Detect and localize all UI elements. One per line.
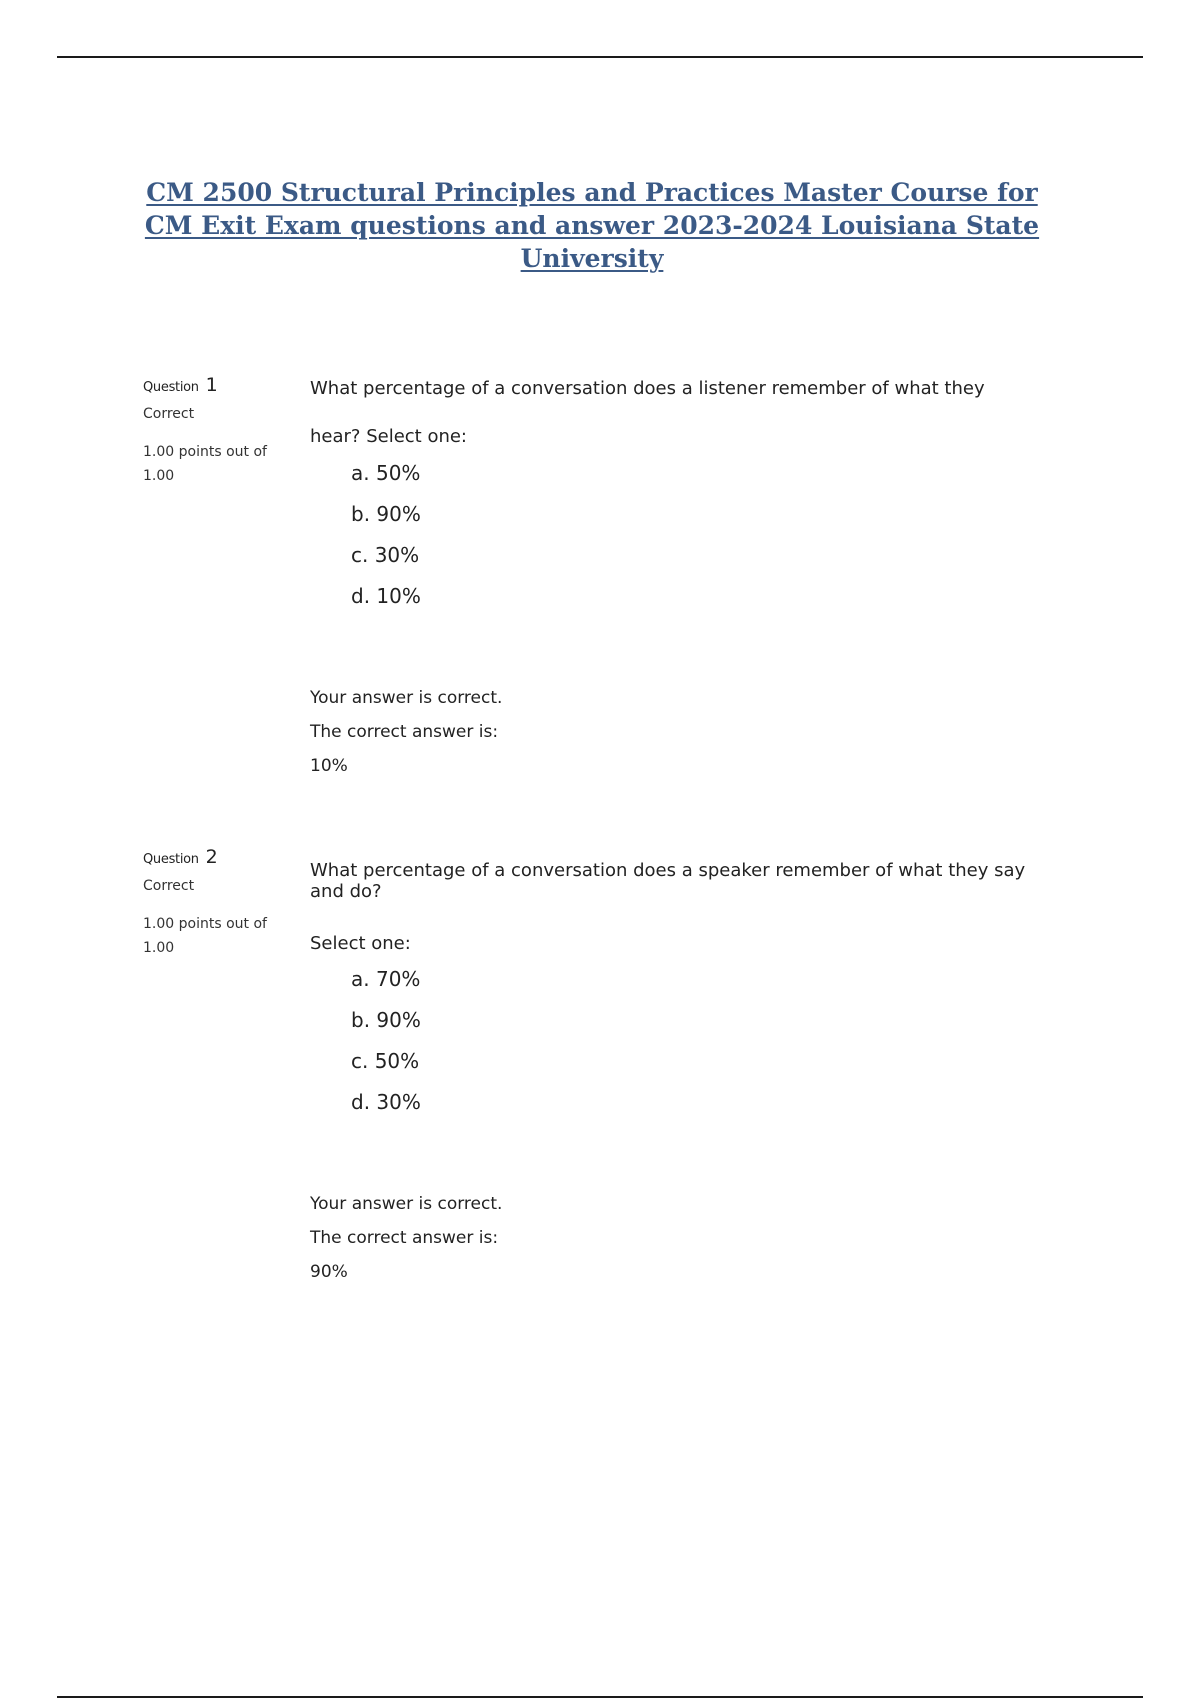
- question-state: Correct: [143, 406, 195, 422]
- feedback-text: Your answer is correct.: [310, 1194, 503, 1214]
- correct-answer-value: 90%: [310, 1262, 348, 1282]
- answer-option[interactable]: b. 90%: [351, 1008, 421, 1032]
- question-info: [143, 846, 278, 960]
- bottom-rule: [57, 1696, 1143, 1698]
- answer-option[interactable]: a. 50%: [351, 461, 421, 485]
- answer-option[interactable]: c. 30%: [351, 543, 420, 567]
- question-text: [310, 860, 1050, 954]
- top-rule: [57, 56, 1143, 58]
- question-feedback: [310, 1194, 502, 1296]
- question-heading: [143, 374, 278, 396]
- correct-answer-value: 10%: [310, 756, 348, 776]
- document-title: CM 2500 Structural Principles and Practices Master Course for CM Exit Exam questions and answer 2023-2024 Louisiana State University: [144, 178, 1040, 273]
- feedback-text: Your answer is correct.: [310, 688, 503, 708]
- question-number: 1: [205, 374, 218, 396]
- correct-answer-label: The correct answer is:: [310, 1228, 499, 1248]
- answer-option[interactable]: a. 70%: [351, 967, 421, 991]
- question-text: [310, 378, 1070, 447]
- answer-option[interactable]: d. 10%: [351, 584, 421, 608]
- question-heading: [143, 846, 278, 868]
- answer-option[interactable]: d. 30%: [351, 1090, 421, 1114]
- question-text-line: hear? Select one:: [310, 426, 467, 447]
- question-points: 1.00 points out of 1.00: [143, 916, 267, 956]
- question-points: 1.00 points out of 1.00: [143, 444, 267, 484]
- question-label: Question: [143, 852, 199, 867]
- question-number: 2: [205, 846, 218, 868]
- question-text-line: What percentage of a conversation does a speaker remember of what they say and do?: [310, 860, 1026, 902]
- question-state: Correct: [143, 878, 195, 894]
- answer-options: [351, 967, 421, 1131]
- answer-options: [351, 461, 421, 625]
- question-label: Question: [143, 380, 199, 395]
- question-text-line: What percentage of a conversation does a listener remember of what they: [310, 378, 985, 399]
- question-info: [143, 374, 278, 488]
- answer-option[interactable]: b. 90%: [351, 502, 421, 526]
- question-text-line: Select one:: [310, 933, 411, 954]
- answer-option[interactable]: c. 50%: [351, 1049, 420, 1073]
- question-feedback: [310, 688, 502, 790]
- correct-answer-label: The correct answer is:: [310, 722, 499, 742]
